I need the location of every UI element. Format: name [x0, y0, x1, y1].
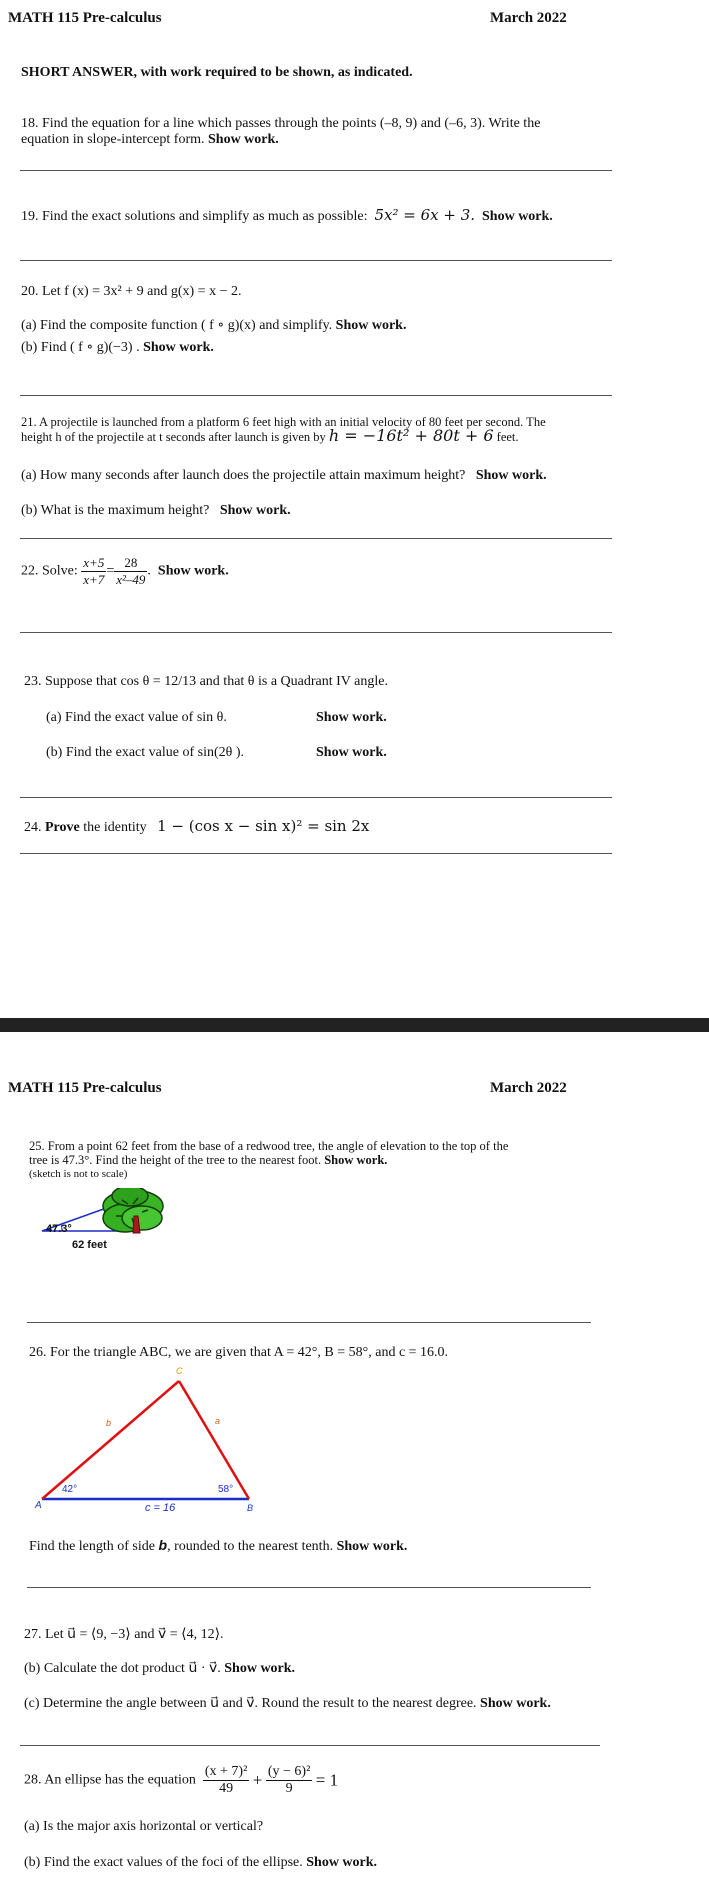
divider — [20, 538, 612, 539]
angle-b-label: 58° — [218, 1484, 234, 1495]
question-28a: (a) Is the major axis horizontal or vertical? — [24, 1819, 264, 1834]
divider — [20, 1745, 600, 1746]
question-27b: (b) Calculate the dot product u⃗ · v⃗. Show work. — [24, 1661, 296, 1676]
question-27: 27. Let u⃗ = ⟨9, −3⟩ and v⃗ = ⟨4, 12⟩. — [24, 1627, 224, 1642]
question-20b: (b) Find ( f ∘ g)(−3) . Show work. — [21, 340, 214, 355]
section-heading: SHORT ANSWER, with work required to be shown, as indicated. — [21, 65, 413, 80]
vertex-b-label: B — [247, 1503, 254, 1513]
question-21a: (a) How many seconds after launch does the projectile attain maximum height? Show work. — [21, 468, 547, 483]
divider — [20, 632, 612, 633]
question-20: 20. Let f (x) = 3x² + 9 and g(x) = x − 2. — [21, 284, 242, 299]
divider — [20, 853, 612, 854]
show-work-23b: Show work. — [316, 745, 387, 760]
side-b-label: b — [106, 1418, 112, 1428]
tree-icon — [103, 1188, 163, 1233]
side-a-label: a — [215, 1416, 221, 1426]
question-23: 23. Suppose that cos θ = 12/13 and that θ is a Quadrant IV angle. — [24, 674, 388, 689]
vertex-a-label: A — [35, 1500, 42, 1511]
question-27c: (c) Determine the angle between u⃗ and v⃗. Round the result to the nearest degree. Show work. — [24, 1696, 551, 1711]
question-26: 26. For the triangle ABC, we are given that A = 42°, B = 58°, and c = 16.0. — [29, 1345, 449, 1360]
divider — [27, 1322, 591, 1323]
show-work-23a: Show work. — [316, 710, 387, 725]
course-title-page2: MATH 115 Pre-calculus — [8, 1080, 162, 1096]
question-25: 25. From a point 62 feet from the base of a redwood tree, the angle of elevation to the top of the tree is 47.3°. Find the height of the tree to the nearest foot. Show work. (sketch is not to scale) — [29, 1139, 509, 1180]
page-break — [0, 1018, 709, 1032]
course-title: MATH 115 Pre-calculus — [8, 10, 162, 26]
exam-date: March 2022 — [490, 10, 567, 26]
side-c-label: c = 16 — [145, 1502, 176, 1514]
base-label: 62 feet — [72, 1239, 107, 1251]
exam-date-page2: March 2022 — [490, 1080, 567, 1096]
angle-label: 47.3° — [46, 1223, 72, 1235]
question-24: 24. Prove the identity 1 − (cos x − sin x)² = sin 2x — [24, 817, 370, 835]
question-22: 22. Solve: $\frac{x+5}{x+7}$ = $\frac{28}{\text{x²–49}}$ . Show work. — [21, 555, 229, 587]
divider — [20, 170, 612, 171]
question-26-task: Find the length of side b, rounded to the nearest tenth. Show work. — [29, 1537, 408, 1554]
question-19: 19. Find the exact solutions and simplify as much as possible: 5x² = 6x + 3. Show work. — [21, 206, 553, 224]
question-21: 21. A projectile is launched from a platform 6 feet high with an initial velocity of 80 feet per second. The height h of the projectile at t seconds after launch is given by h = −16t² + 80t + 6 feet. — [21, 415, 546, 445]
question-18: 18. Find the equation for a line which passes through the points (–8, 9) and (–6, 3). Write the equation in slope-intercept form. Show work. — [21, 116, 541, 147]
question-23a: (a) Find the exact value of sin θ. — [46, 710, 227, 725]
question-23b: (b) Find the exact value of sin(2θ ). — [46, 745, 244, 760]
question-21b: (b) What is the maximum height? Show work. — [21, 503, 291, 518]
question-20a: (a) Find the composite function ( f ∘ g)(x) and simplify. Show work. — [21, 318, 407, 333]
divider — [20, 395, 612, 396]
question-28b: (b) Find the exact values of the foci of the ellipse. Show work. — [24, 1855, 378, 1870]
vertex-c-label: C — [176, 1366, 183, 1376]
divider — [20, 260, 612, 261]
divider — [20, 797, 612, 798]
angle-a-label: 42° — [62, 1484, 78, 1495]
divider — [27, 1587, 591, 1588]
question-28: 28. An ellipse has the equation $\frac{\text{(x + 7)²}}{49}$ + $\frac{\text{(y − 6)²}}{9}$ = 1 — [24, 1764, 339, 1796]
tree-sketch — [30, 1188, 180, 1288]
